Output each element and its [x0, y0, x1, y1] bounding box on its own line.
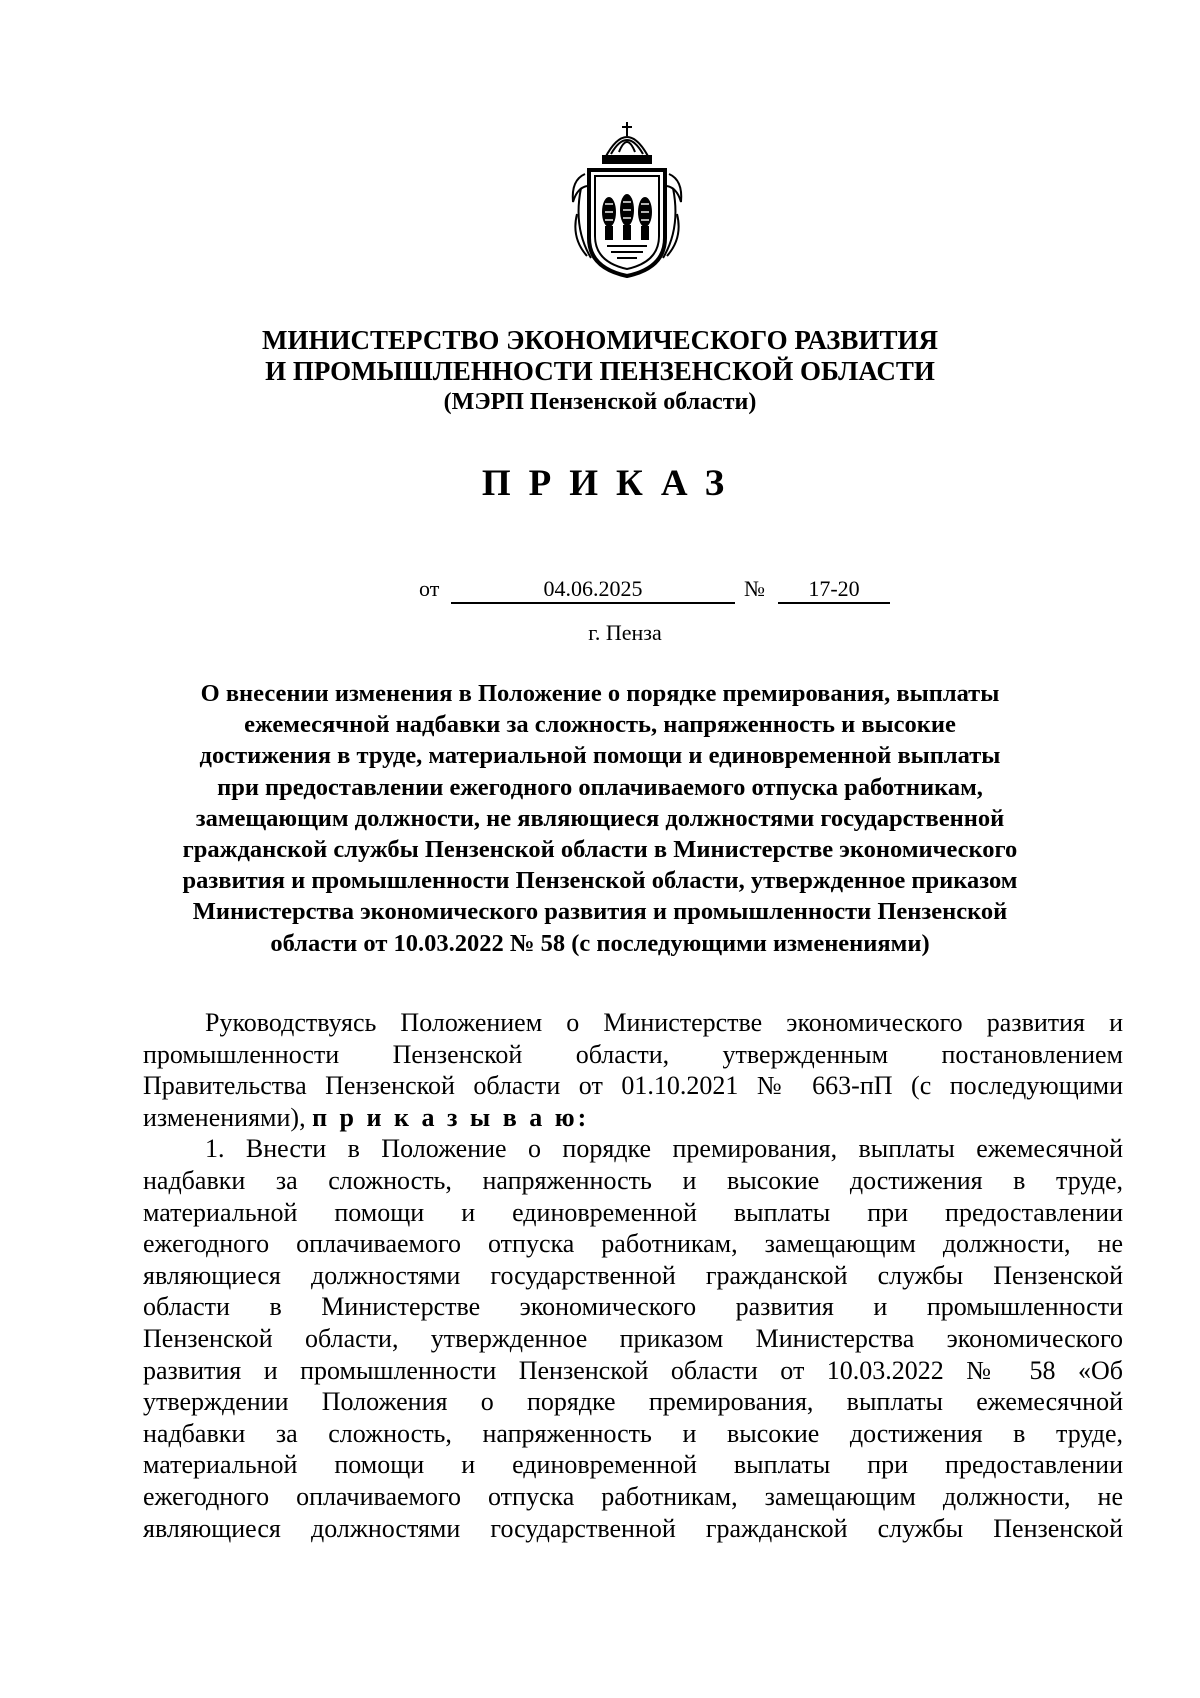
order-number: 17-20: [778, 576, 890, 604]
subject-line: области от 10.03.2022 № 58 (с последующими изменениями): [270, 929, 930, 957]
preamble-line: промышленности Пензенской области, утвержденным постановлением: [143, 1039, 1123, 1069]
subject-line: при предоставлении ежегодного оплачиваемого отпуска работникам,: [217, 773, 983, 801]
subject-line: замещающим должности, не являющиеся должностями государственной: [195, 804, 1005, 832]
subject-line: ежемесячной надбавки за сложность, напряженность и высокие: [244, 711, 956, 739]
city: г. Пенза: [588, 620, 662, 645]
subject-line: О внесении изменения в Положение о порядке премирования, выплаты: [200, 680, 1000, 707]
date-label: от: [419, 576, 440, 601]
preamble-line: Руководствуясь Положением о Министерстве экономического развития и: [205, 1008, 1123, 1037]
subject-line: развития и промышленности Пензенской области, утвержденное приказом: [182, 867, 1018, 895]
item1-line: надбавки за сложность, напряженность и высокие достижения в труде,: [143, 1418, 1123, 1448]
item1-line: материальной помощи и единовременной выплаты при предоставлении: [143, 1197, 1123, 1227]
item1-line: являющиеся должностями государственной гражданской службы Пензенской: [143, 1260, 1123, 1290]
item1-line: Пензенской области, утвержденное приказом Министерства экономического: [143, 1323, 1123, 1353]
subject-line: достижения в труде, материальной помощи и единовременной выплаты: [199, 742, 1001, 770]
number-label: №: [744, 576, 765, 601]
item1-line: развития и промышленности Пензенской области от 10.03.2022 № 58 «Об: [143, 1355, 1123, 1385]
preamble-line: Правительства Пензенской области от 01.10.2021 № 663-пП (с последующими: [143, 1071, 1123, 1101]
item1-line: области в Министерстве экономического развития и промышленности: [143, 1292, 1123, 1322]
item1-line: ежегодного оплачиваемого отпуска работникам, замещающим должности, не: [143, 1481, 1123, 1511]
order-date: 04.06.2025: [451, 576, 735, 604]
order-subject: [130, 678, 1070, 959]
item1-line: ежегодного оплачиваемого отпуска работникам, замещающим должности, не: [143, 1229, 1123, 1259]
coat-of-arms-icon: [567, 118, 687, 280]
document-type-title: ПРИКАЗ: [481, 463, 743, 504]
document-body: [143, 1007, 1123, 1544]
organization-header: [0, 325, 1200, 418]
org-name-line1: МИНИСТЕРСТВО ЭКОНОМИЧЕСКОГО РАЗВИТИЯ: [262, 325, 938, 355]
item1-line: утверждении Положения о порядке премирования, выплаты ежемесячной: [143, 1387, 1123, 1417]
item1-line: являющиеся должностями государственной гражданской службы Пензенской: [143, 1513, 1123, 1543]
subject-line: Министерства экономического развития и промышленности Пензенской: [192, 898, 1008, 926]
preamble-line-last: [143, 1102, 1123, 1134]
org-short-name: (МЭРП Пензенской области): [443, 389, 757, 415]
order-word: п р и к а з ы в а ю:: [312, 1102, 590, 1132]
item1-line: 1. Внести в Положение о порядке премирования, выплаты ежемесячной: [205, 1134, 1123, 1164]
item1-line: материальной помощи и единовременной выплаты при предоставлении: [143, 1450, 1123, 1480]
subject-line: гражданской службы Пензенской области в Министерстве экономического: [182, 836, 1018, 864]
item1-line: надбавки за сложность, напряженность и высокие достижения в труде,: [143, 1165, 1123, 1195]
org-name-line2: И ПРОМЫШЛЕННОСТИ ПЕНЗЕНСКОЙ ОБЛАСТИ: [265, 356, 935, 386]
preamble-text: изменениями),: [143, 1102, 313, 1132]
